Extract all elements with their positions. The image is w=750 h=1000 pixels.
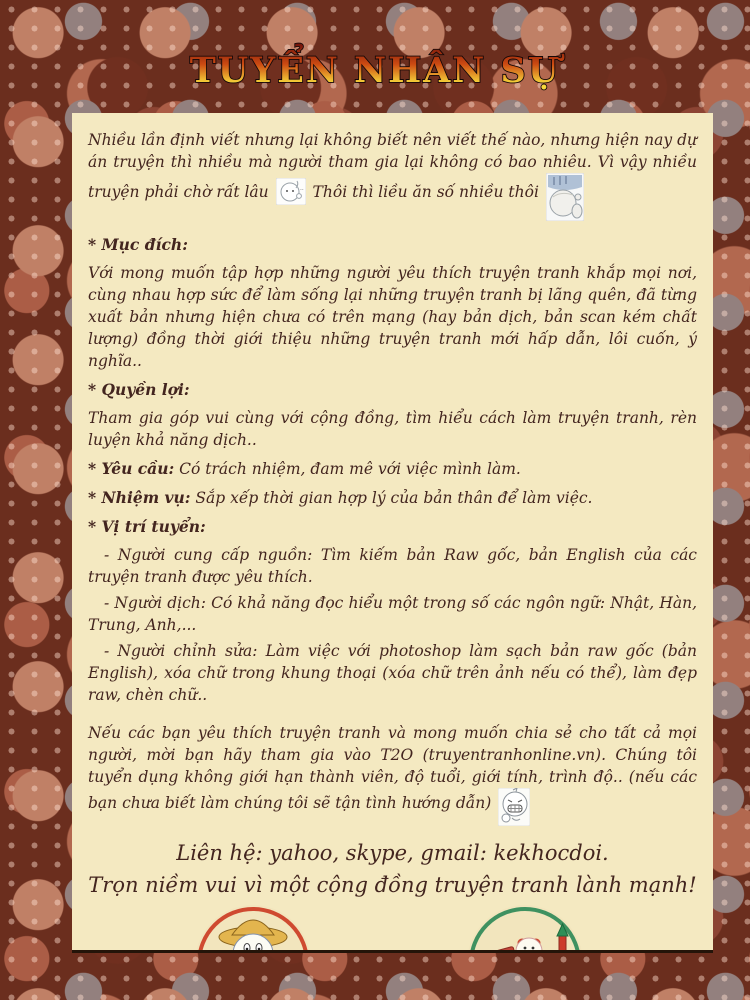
requirement-text: Có trách nhiệm, đam mê với việc mình làm. <box>179 460 521 478</box>
section-heading-purpose: * Mục đích: <box>88 235 188 254</box>
section-heading-positions: * Vị trí tuyển: <box>88 517 206 536</box>
position-item-source: - Người cung cấp nguồn: Tìm kiếm bản Raw gốc, bản English của các truyện tranh được yêu thích. <box>88 546 697 586</box>
doraemon-badge-icon <box>197 907 309 953</box>
position-item-translator: - Người dịch: Có khả năng đọc hiểu một trong số các ngôn ngữ: Nhật, Hàn, Trung, Anh,... <box>88 594 697 634</box>
section-heading-benefits: * Quyền lợi: <box>88 380 190 399</box>
position-item-editor: - Người chỉnh sửa: Làm việc với photoshop làm sạch bản raw gốc (bản English), xóa chữ trong khung thoại (xóa chữ trên ảnh nếu có thể), làm đẹp raw, chèn chữ.. <box>88 642 697 704</box>
page-title: TUYỂN NHÂN SỰ <box>189 50 561 91</box>
intro-paragraph <box>88 129 697 227</box>
svg-text:..: .. <box>299 185 304 192</box>
title-art <box>135 40 615 98</box>
logo-left-mascot <box>144 907 370 953</box>
title-banner <box>0 40 750 102</box>
benefits-paragraph: Tham gia góp vui cùng với cộng đồng, tìm hiểu cách làm truyện tranh, rèn luyện khả năng dịch.. <box>88 409 697 449</box>
toybox-badge-icon <box>469 907 581 966</box>
grinning-emoticon-icon <box>498 788 530 832</box>
duty-label: * Nhiệm vụ: <box>88 488 191 507</box>
invitation-text: Nếu các bạn yêu thích truyện tranh và mong muốn chia sẻ cho tất cả mọi người, mời bạn hãy tham gia vào T2O (truyentranhonline.vn). Chúng tôi tuyển dụng không giới hạn thành viên, độ tuổi, giới tính, trình độ.. (nếu các bạn chưa biết làm chúng tôi sẽ tận tình hướng dẫn) <box>88 724 697 812</box>
thinking-emoticon-icon <box>276 178 306 211</box>
slogan-line: Trọn niềm vui vì một cộng đồng truyện tranh lành mạnh! <box>88 872 697 897</box>
logos-row <box>88 907 697 966</box>
intro-text-1: Nhiều lần định viết nhưng lại không biết nên viết thế nào, nhưng hiện nay dự án truyện thì nhiều mà người tham gia lại không có bao nhiêu. Vì vậy nhiều truyện phải chờ rất lâu <box>88 131 697 201</box>
requirement-line <box>88 458 697 480</box>
notice-panel <box>72 113 713 966</box>
invitation-paragraph <box>88 722 697 832</box>
logo-right-mascot <box>416 907 642 966</box>
purpose-paragraph: Với mong muốn tập hợp những người yêu thích truyện tranh khắp mọi nơi, cùng nhau hợp sức để làm sống lại những truyện tranh bị lãng quên, đã từng xuất bản nhưng hiện chưa có trên mạng (hay bản dịch, bản scan kém chất lượng) đồng thời giới thiệu những truyện tranh mới hấp dẫn, lôi cuốn, ý nghĩa.. <box>88 264 697 370</box>
duty-line <box>88 487 697 509</box>
svg-text:BC: BC <box>496 951 512 966</box>
intro-text-2: Thôi thì liều ăn số nhiều thôi <box>312 183 539 201</box>
requirement-label: * Yêu cầu: <box>88 459 175 478</box>
duty-text: Sắp xếp thời gian hợp lý của bản thân để làm việc. <box>195 489 593 507</box>
contact-line: Liên hệ: yahoo, skype, gmail: kekhocdoi. <box>176 841 609 865</box>
sulking-emoticon-icon <box>546 173 584 227</box>
